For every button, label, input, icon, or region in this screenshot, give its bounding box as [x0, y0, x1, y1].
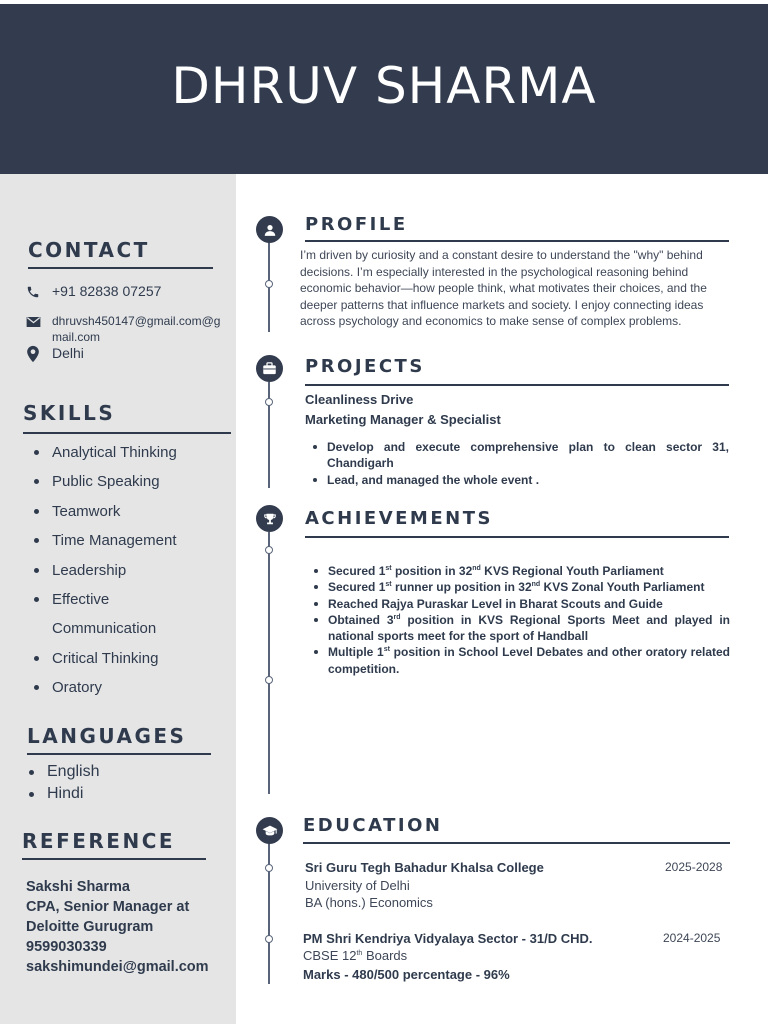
candidate-name: DHRUV SHARMA [171, 57, 597, 115]
skill-item: Oratory [34, 673, 177, 702]
language-item: Hindi [29, 783, 99, 805]
skill-item: Leadership [34, 556, 177, 585]
reference-email: sakshimundei@gmail.com [26, 959, 209, 975]
skill-item: Teamwork [34, 497, 177, 526]
education-1-years: 2025-2028 [665, 860, 723, 874]
phone-number: +91 82838 07257 [52, 283, 162, 299]
timeline-dot [265, 676, 273, 684]
skills-list [34, 438, 177, 703]
contact-location [24, 345, 84, 363]
profile-title: PROFILE [305, 214, 408, 235]
email-line-1: dhruvsh450147@gmail.com@g [52, 314, 221, 328]
education-2-school: PM Shri Kendriya Vidyalaya Sector - 31/D CHD. [303, 931, 593, 946]
achievement-bullet: Secured 1st runner up position in 32nd KVS Zonal Youth Parliament [306, 579, 730, 595]
languages-title: LANGUAGES [27, 724, 187, 748]
trophy-icon [256, 505, 283, 532]
project-bullet: Develop and execute comprehensive plan to clean sector 31, Chandigarh [305, 439, 729, 472]
projects-title: PROJECTS [305, 356, 425, 377]
profile-text: I’m driven by curiosity and a constant desire to understand the "why" behind decisions. I’m especially interested in the psychological reasoning behind economic behavior—how people think, what motivates their choices, and the deeper patterns that influence markets and society. I enjoy connecting ideas across psychology and economics to make sense of complex problems. [300, 248, 707, 328]
person-icon [256, 216, 283, 243]
skill-item: Critical Thinking [34, 644, 177, 673]
timeline-dot [265, 280, 273, 288]
contact-email [24, 313, 220, 345]
contact-rule [28, 267, 213, 269]
education-2-board: CBSE 12th Boards [303, 948, 408, 963]
project-bullets [305, 439, 729, 488]
graduation-cap-icon [256, 817, 283, 844]
languages-rule [27, 753, 211, 755]
language-item: English [29, 761, 99, 783]
achievement-bullet: Secured 1st position in 32nd KVS Regional Youth Parliament [306, 563, 730, 579]
timeline-line-achievements [268, 532, 270, 794]
timeline-dot [265, 864, 273, 872]
achievement-bullet: Reached Rajya Puraskar Level in Bharat Scouts and Guide [306, 596, 730, 612]
timeline-dot [265, 546, 273, 554]
skill-item: Effective [34, 585, 177, 614]
phone-icon [24, 283, 42, 301]
education-1-degree: BA (hons.) Economics [305, 895, 433, 910]
project-role: Marketing Manager & Specialist [305, 412, 501, 427]
projects-rule [305, 384, 729, 386]
skill-item-continued: Communication [52, 620, 157, 638]
header-banner [0, 4, 768, 174]
education-title: EDUCATION [303, 815, 443, 836]
contact-title: CONTACT [28, 238, 150, 262]
reference-title-line: CPA, Senior Manager at [26, 899, 190, 915]
skills-rule [23, 432, 231, 434]
project-name: Cleanliness Drive [305, 392, 414, 407]
timeline-dot [265, 935, 273, 943]
reference-phone: 9599030339 [26, 939, 107, 955]
skill-item: Time Management [34, 526, 177, 555]
achievement-bullet: Multiple 1st position in School Level Debates and other oratory related competition. [306, 644, 730, 677]
reference-company: Deloitte Gurugram [26, 919, 154, 935]
reference-details [26, 877, 209, 977]
location-pin-icon [24, 345, 42, 363]
contact-phone [24, 283, 161, 301]
skills-title: SKILLS [23, 401, 116, 425]
achievement-bullet: Obtained 3rd position in KVS Regional Sports Meet and played in national sports meet for the sport of Handball [306, 612, 730, 645]
mail-icon [24, 313, 42, 331]
education-2-years: 2024-2025 [663, 931, 721, 945]
location-text: Delhi [52, 345, 84, 361]
reference-rule [22, 858, 206, 860]
education-rule [303, 842, 730, 844]
reference-name: Sakshi Sharma [26, 879, 130, 895]
skill-item: Analytical Thinking [34, 438, 177, 467]
achievements-rule [305, 536, 729, 538]
education-2-marks: Marks - 480/500 percentage - 96% [303, 967, 510, 982]
education-1-university: University of Delhi [305, 878, 410, 893]
project-bullet: Lead, and managed the whole event . [305, 472, 729, 488]
email-line-2: mail.com [52, 330, 101, 344]
skill-item: Public Speaking [34, 467, 177, 496]
achievement-bullets [306, 563, 730, 677]
achievements-title: ACHIEVEMENTS [305, 508, 493, 529]
timeline-dot [265, 398, 273, 406]
reference-title: REFERENCE [22, 829, 176, 853]
education-1-school: Sri Guru Tegh Bahadur Khalsa College [305, 860, 544, 875]
languages-list [29, 761, 99, 805]
profile-rule [305, 240, 729, 242]
briefcase-icon [256, 355, 283, 382]
